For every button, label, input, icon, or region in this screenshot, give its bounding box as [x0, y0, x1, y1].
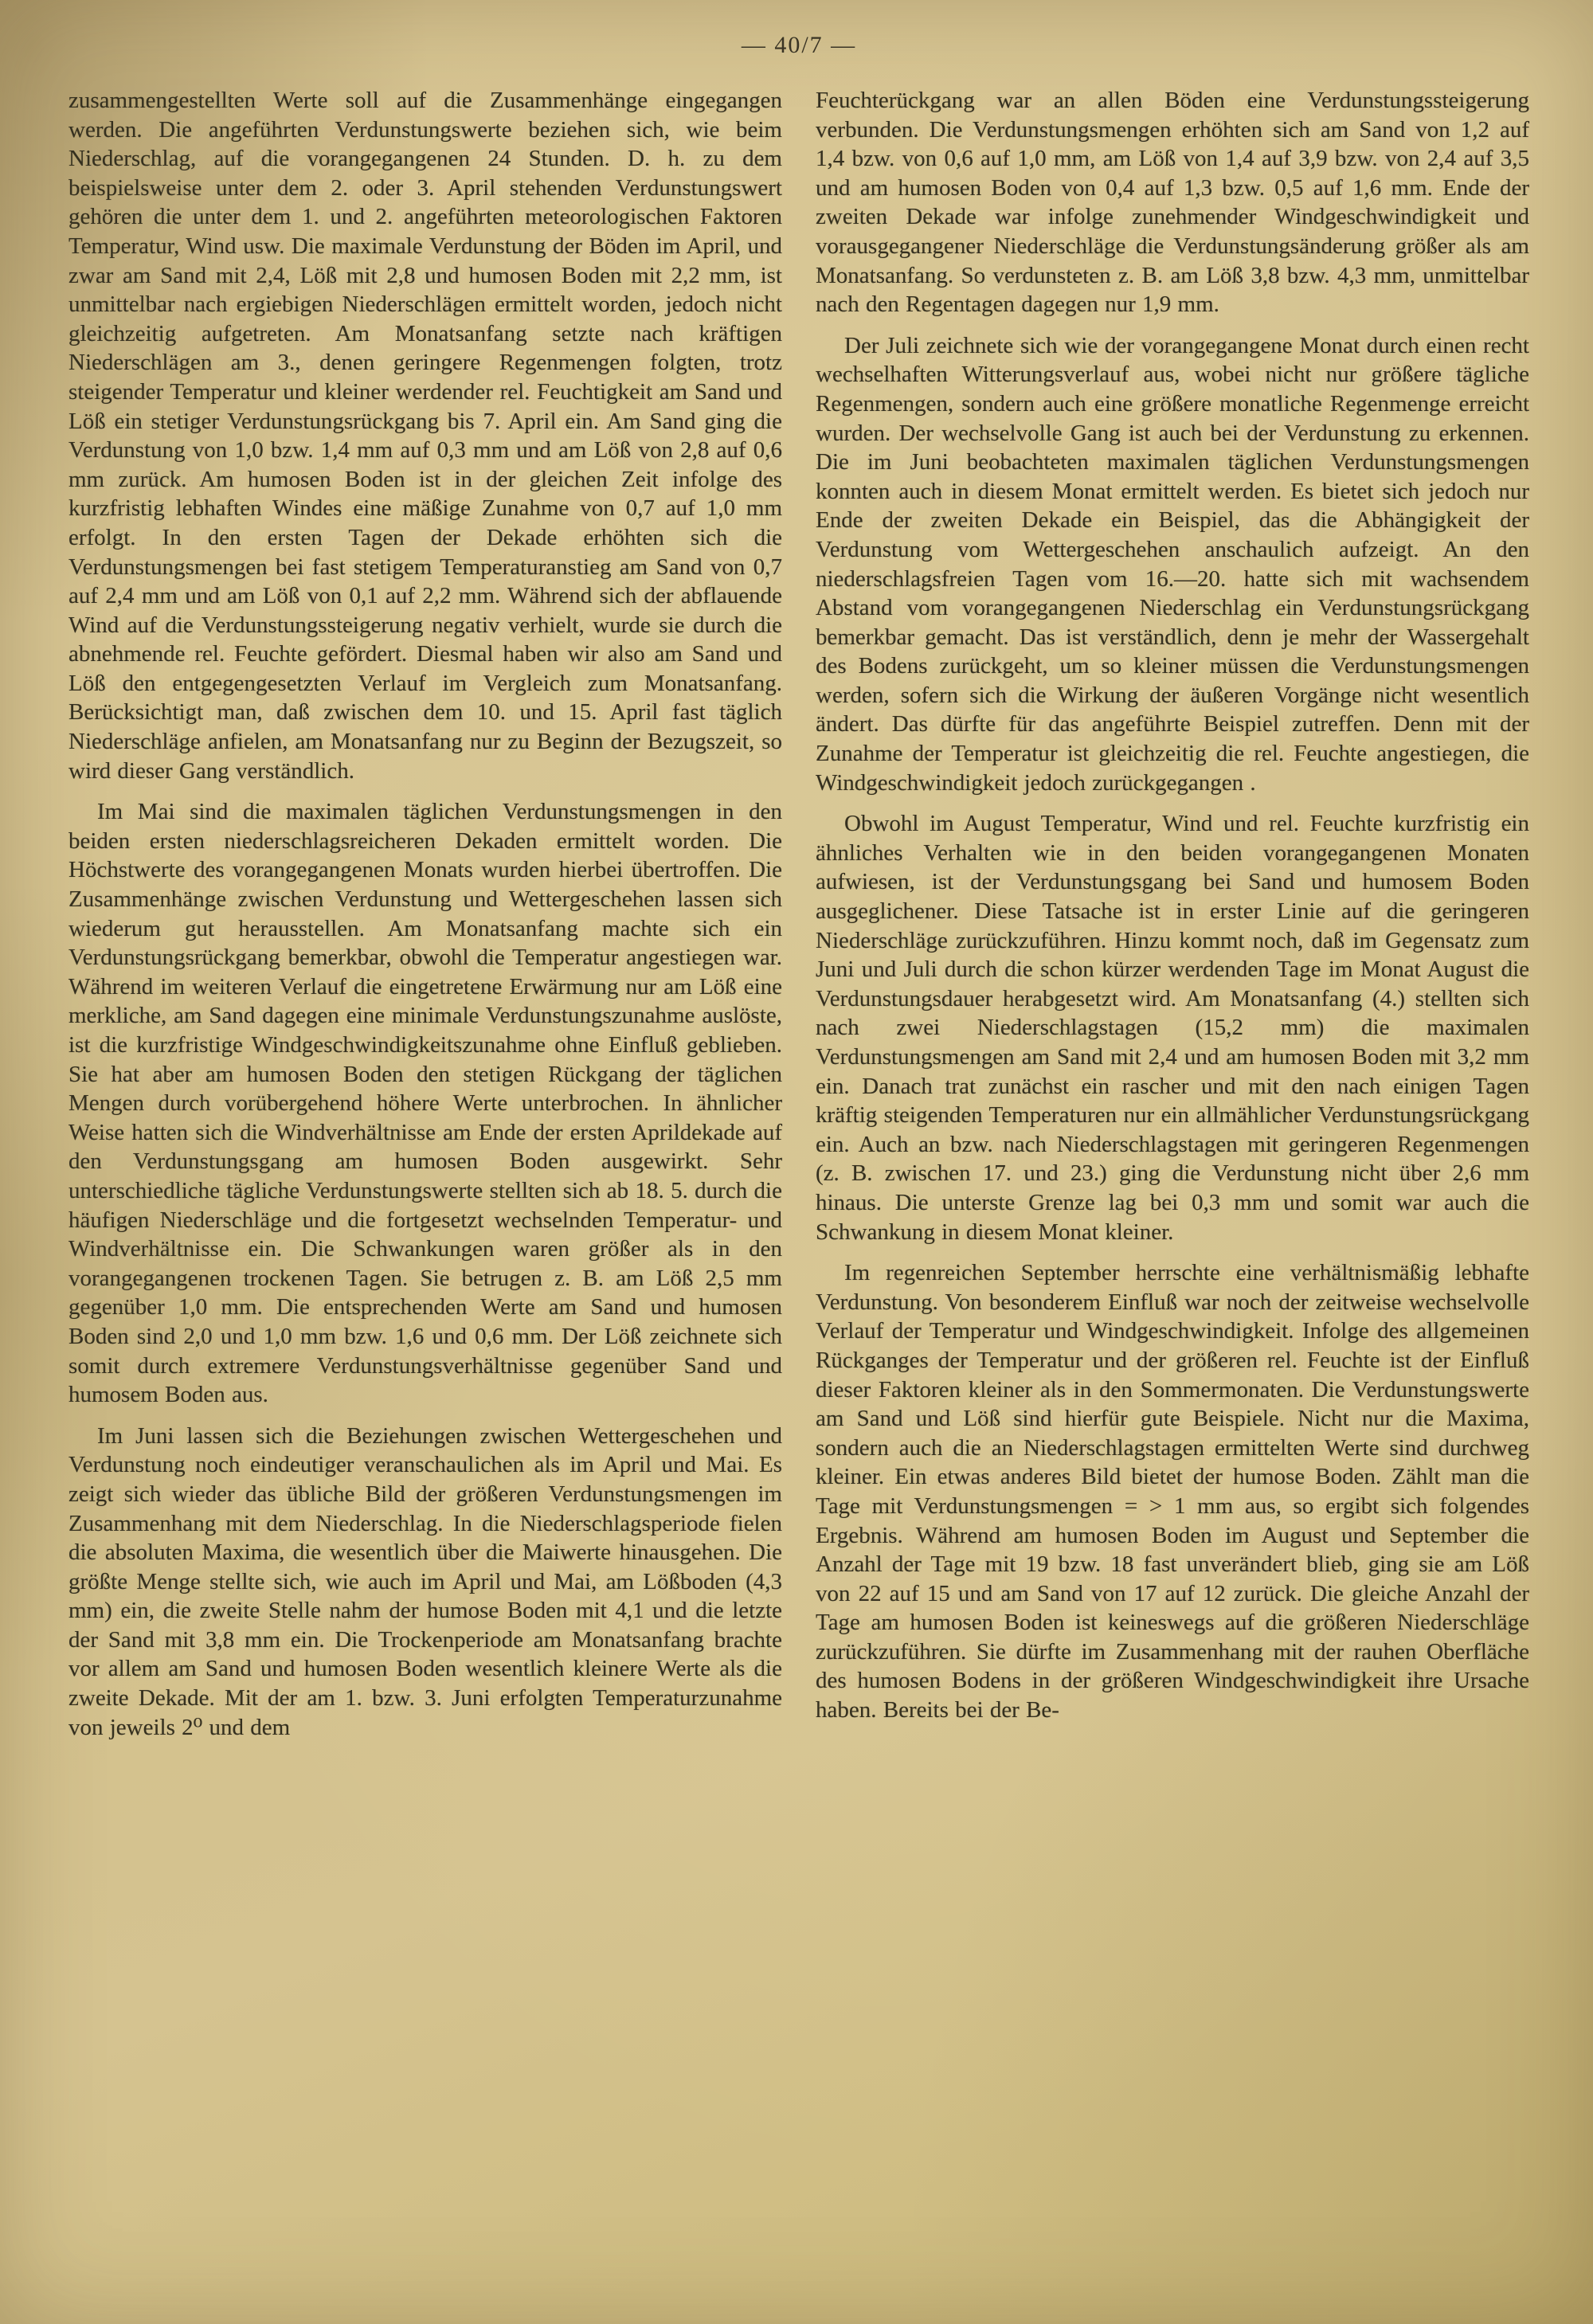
page-number: — 40/7 —: [741, 32, 857, 58]
paragraph: zusammengestellten Werte soll auf die Zusammenhänge eingegangen werden. Die angeführten Verdunstungswerte beziehen sich, wie beim Niederschlag, auf die vorangegangenen 24 Stunden. D. h. zu dem beispielsweise unter dem 2. oder 3. April stehenden Verdunstungswert gehören die unter dem 1. und 2. angeführten meteorologischen Faktoren Temperatur, Wind usw. Die maximale Verdunstung der Böden im April, und zwar am Sand mit 2,4, Löß mit 2,8 und humosen Boden mit 2,2 mm, ist unmittelbar nach ergiebigen Niederschlägen ermittelt worden, jedoch nicht gleichzeitig aufgetreten. Am Monatsanfang setzte nach kräftigen Niederschlägen am 3., denen geringere Regenmengen folgten, trotz steigender Temperatur und kleiner werdender rel. Feuchtigkeit am Sand und Löß ein stetiger Verdunstungsrückgang bis 7. April ein. Am Sand ging die Verdunstung von 1,0 bzw. 1,4 mm auf 0,3 mm und am Löß von 2,8 auf 0,6 mm zurück. Am humosen Boden ist in der gleichen Zeit infolge des kurzfristig lebhaften Windes eine mäßige Zunahme von 0,7 auf 1,0 mm erfolgt. In den ersten Tagen der Dekade erhöhten sich die Verdunstungsmengen bei fast stetigem Temperaturanstieg am Sand von 0,7 auf 2,4 mm und am Löß von 0,1 auf 2,2 mm. Während sich der abflauende Wind auf die Verdunstungssteigerung negativ verhielt, wurde sie durch die abnehmende rel. Feuchte gefördert. Diesmal haben wir also am Sand und Löß den entgegengesetzten Verlauf im Vergleich zum Monatsanfang. Berücksichtigt man, daß zwischen dem 10. und 15. April fast täglich Niederschläge anfielen, am Monatsanfang nur zu Beginn der Bezugszeit, so wird dieser Gang verständlich.: [68, 88, 782, 784]
text-column-left: [68, 86, 782, 1742]
text-columns: [68, 86, 1529, 1742]
paragraph: Im regenreichen September herrschte eine verhältnismäßig lebhafte Verdunstung. Von besonderem Einfluß war noch der zeitweise wechselvolle Verlauf der Temperatur und Windgeschwindigkeit. Infolge des allgemeinen Rückganges der Temperatur und der größeren rel. Feuchte ist der Einfluß dieser Faktoren kleiner als in den Sommermonaten. Die Verdunstungswerte am Sand und Löß sind hierfür gute Beispiele. Nicht nur die Maxima, sondern auch die an Niederschlagstagen ermittelten Werte sind durchweg kleiner. Ein etwas anderes Bild bietet der humose Boden. Zählt man die Tage mit Verdunstungsmengen = > 1 mm aus, so ergibt sich folgendes Ergebnis. Während am humosen Boden im August und September die Anzahl der Tage mit 19 bzw. 18 fast unverändert blieb, ging sie am Löß von 22 auf 15 und am Sand von 17 auf 12 zurück. Die gleiche Anzahl der Tage am humosen Boden ist keineswegs auf die größeren Niederschläge zurückzuführen. Sie dürfte im Zusammenhang mit der rauhen Oberfläche des humosen Bodens in der größeren Windgeschwindigkeit ihre Ursache haben. Bereits bei der Be-: [816, 1260, 1529, 1723]
paragraph: Feuchterückgang war an allen Böden eine Verdunstungssteigerung verbunden. Die Verdunstungsmengen erhöhten sich am Sand von 1,2 auf 1,4 bzw. von 0,6 auf 1,0 mm, am Löß von 1,4 auf 3,9 bzw. von 2,4 auf 3,5 und am humosen Boden von 0,4 auf 1,3 bzw. 0,5 auf 1,6 mm. Ende der zweiten Dekade war infolge zunehmender Windgeschwindigkeit und vorausgegangener Niederschläge die Verdunstungsänderung größer als am Monatsanfang. So verdunsteten z. B. am Löß 3,8 bzw. 4,3 mm, unmittelbar nach den Regentagen dagegen nur 1,9 mm.: [816, 88, 1529, 318]
paragraph: Obwohl im August Temperatur, Wind und rel. Feuchte kurzfristig ein ähnliches Verhalten wie in den beiden vorangegangenen Monaten aufwiesen, ist der Verdunstungsgang bei Sand und humosem Boden ausgeglichener. Diese Tatsache ist in erster Linie auf die geringeren Niederschläge zurückzuführen. Hinzu kommt noch, daß im Gegensatz zum Juni und Juli durch die schon kürzer werdenden Tage im Monat August die Verdunstungsdauer herabgesetzt wird. Am Monatsanfang (4.) stellten sich nach zwei Niederschlagstagen (15,2 mm) die maximalen Verdunstungsmengen am Sand mit 2,4 und am humosen Boden mit 3,2 mm ein. Danach trat zunächst ein rascher und mit den nach einigen Tagen kräftig steigenden Temperaturen nur ein allmählicher Verdunstungsrückgang ein. Auch an bzw. nach Niederschlagstagen mit geringeren Regenmengen (z. B. zwischen 17. und 23.) ging die Verdunstung nicht über 2,6 mm hinaus. Die unterste Grenze lag bei 0,3 mm und somit war auch die Schwankung in diesem Monat kleiner.: [816, 811, 1529, 1245]
text-column-right: [816, 86, 1529, 1725]
paragraph: Im Mai sind die maximalen täglichen Verdunstungsmengen in den beiden ersten niederschlagsreicheren Dekaden ermittelt worden. Die Höchstwerte des vorangegangenen Monats wurden hierbei übertroffen. Die Zusammenhänge zwischen Verdunstung und Wettergeschehen lassen sich wiederum gut herausstellen. Am Monatsanfang machte sich ein Verdunstungsrückgang bemerkbar, obwohl die Temperatur angestiegen war. Während im weiteren Verlauf die eingetretene Erwärmung nur am Löß eine merkliche, am Sand dagegen eine minimale Verdunstungszunahme auslöste, ist die kurzfristige Windgeschwindigkeitszunahme ohne Einfluß geblieben. Sie hat aber am humosen Boden den stetigen Rückgang der täglichen Mengen durch vorübergehend höhere Werte unterbrochen. In ähnlicher Weise hatten sich die Windverhältnisse am Ende der ersten Aprildekade auf den Verdunstungsgang am humosen Boden ausgewirkt. Sehr unterschiedliche tägliche Verdunstungswerte stellten sich ab 18. 5. durch die häufigen Niederschläge und die fortgesetzt wechselnden Temperatur- und Windverhältnisse ein. Die Schwankungen waren größer als in den vorangegangenen trockenen Tagen. Sie betrugen z. B. am Löß 2,5 mm gegenüber 1,0 mm. Die entsprechenden Werte am Sand und humosen Boden sind 2,0 und 1,0 mm bzw. 1,6 und 0,6 mm. Der Löß zeichnete sich somit durch extremere Verdunstungsverhältnisse gegenüber Sand und humosem Boden aus.: [68, 799, 782, 1408]
paragraph: Im Juni lassen sich die Beziehungen zwischen Wettergeschehen und Verdunstung noch eindeutiger veranschaulichen als im April und Mai. Es zeigt sich wieder das übliche Bild der größeren Verdunstungsmengen im Zusammenhang mit dem Niederschlag. In die Niederschlagsperiode fielen die absoluten Maxima, die wesentlich über die Maiwerte hinausgehen. Die größte Menge stellte sich, wie auch im April und Mai, am Lößboden (4,3 mm) ein, die zweite Stelle nahm der humose Boden mit 4,1 und die letzte der Sand mit 3,8 mm ein. Die Trockenperiode am Monatsanfang brachte vor allem am Sand und humosen Boden wesentlich kleinere Werte als die zweite Dekade. Mit der am 1. bzw. 3. Juni erfolgten Temperaturzunahme von jeweils 2⁰ und dem: [68, 1422, 782, 1740]
paragraph: Der Juli zeichnete sich wie der vorangegangene Monat durch einen recht wechselhaften Witterungsverlauf aus, wobei nicht nur größere tägliche Regenmengen, sondern auch eine größere monatliche Regenmenge erreicht wurden. Der wechselvolle Gang ist auch bei der Verdunstung zu erkennen. Die im Juni beobachteten maximalen täglichen Verdunstungsmengen konnten auch in diesem Monat ermittelt werden. Es bietet sich jedoch nur Ende der zweiten Dekade ein Beispiel, das die Abhängigkeit der Verdunstung vom Wettergeschehen anschaulich aufzeigt. An den niederschlagsfreien Tagen vom 16.—20. hatte sich mit wachsendem Abstand vom vorangegangenen Niederschlag ein Verdunstungsrückgang bemerkbar gemacht. Das ist verständlich, denn je mehr der Wassergehalt des Bodens zurückgeht, um so kleiner müssen die Verdunstungsmengen werden, sofern sich die Wirkung der äußeren Vorgänge nicht wesentlich ändert. Das dürfte für das angeführte Beispiel zutreffen. Denn mit der Zunahme der Temperatur ist gleichzeitig die rel. Feuchte angestiegen, die Windgeschwindigkeit jedoch zurückgegangen .: [816, 332, 1529, 796]
